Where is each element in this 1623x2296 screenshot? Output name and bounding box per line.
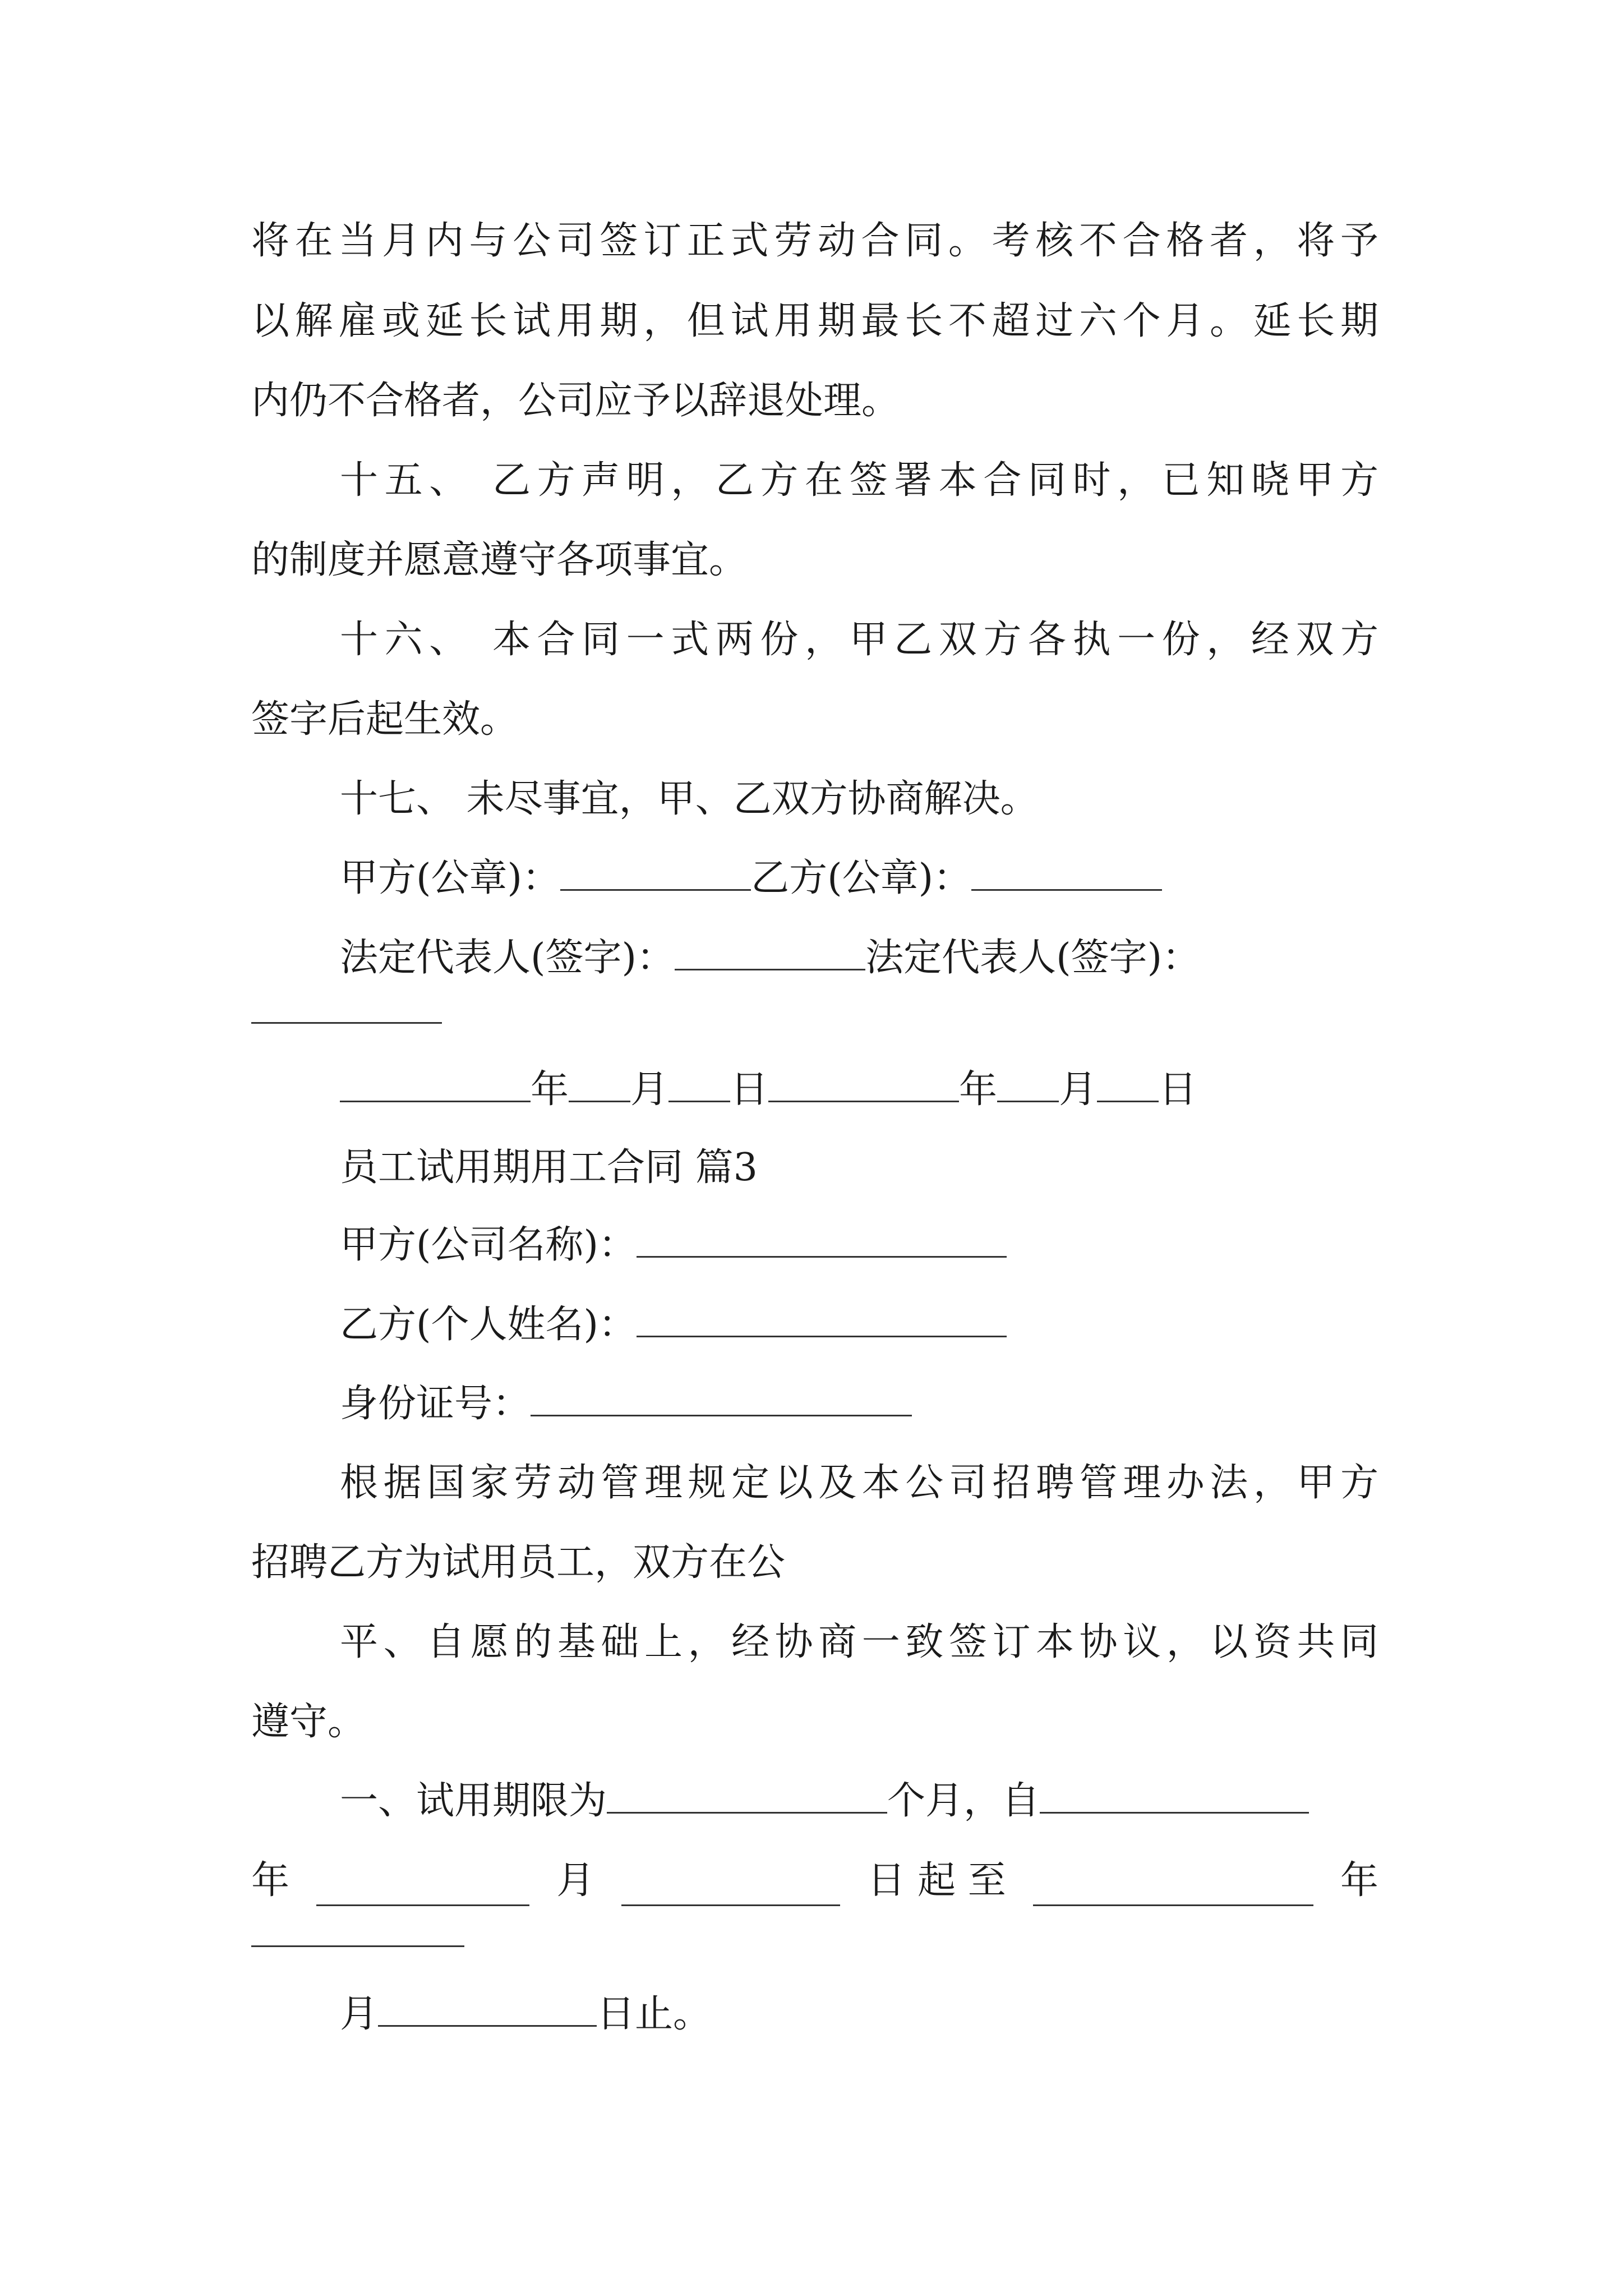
item-1-end-text: 日止。 [597, 1992, 712, 2036]
end-month-blank [251, 1945, 464, 1947]
party-b-seal-label: 乙方(公章)： [751, 856, 972, 900]
start-month-blank [316, 1870, 529, 1906]
date-blank [1097, 1066, 1159, 1102]
company-blank [637, 1221, 1007, 1258]
id-line [340, 1379, 1378, 1429]
year-label: 年 [959, 1068, 998, 1112]
item-1-date-line [251, 1856, 1378, 1906]
party-a-rep-blank [675, 934, 865, 970]
person-label: 乙方(个人姓名)： [340, 1303, 637, 1347]
year-label: 年 [1340, 1858, 1378, 1903]
clause-16-line: 十六、 本合同一式两份，甲乙双方各执一份，经双方 [340, 618, 1378, 662]
intro-line: 招聘乙方为试用员工，双方在公 [251, 1540, 786, 1585]
clause-15-line: 的制度并愿意遵守各项事宜。 [251, 538, 748, 582]
intro-line: 平、自愿的基础上，经协商一致签订本协议，以资共同 [340, 1620, 1378, 1664]
representative-line [340, 933, 1378, 983]
year-label: 年 [251, 1858, 290, 1903]
day-label: 日 [730, 1068, 769, 1112]
clause-15-line: 十五、 乙方声明，乙方在签署本合同时，已知晓甲方 [340, 458, 1378, 503]
intro-line: 遵守。 [251, 1700, 366, 1744]
month-label: 月 [340, 1992, 379, 2036]
date-line [340, 1065, 1378, 1115]
id-label: 身份证号： [340, 1382, 531, 1426]
party-b-rep-label: 法定代表人(签字)： [865, 936, 1201, 980]
date-blank [340, 1066, 531, 1102]
day-label: 日 [1159, 1068, 1197, 1112]
clause-16-line: 签字后起生效。 [251, 697, 519, 742]
from-to-label: 日 起 至 [867, 1858, 1006, 1903]
month-label: 月 [1059, 1068, 1098, 1112]
paragraph-line: 以解雇或延长试用期，但试用期最长不超过六个月。延长期 [251, 299, 1378, 343]
person-blank [637, 1301, 1007, 1337]
party-b-seal-blank [971, 854, 1162, 891]
year-label: 年 [531, 1068, 569, 1112]
party-b-rep-blank [251, 1022, 442, 1024]
party-a-seal-blank [560, 854, 751, 891]
intro-line: 根据国家劳动管理规定以及本公司招聘管理办法，甲方 [340, 1461, 1378, 1505]
date-blank [668, 1066, 730, 1102]
party-a-seal-label: 甲方(公章)： [340, 856, 561, 900]
paragraph-line: 内仍不合格者，公司应予以辞退处理。 [251, 379, 900, 423]
end-year-blank [1033, 1870, 1313, 1906]
company-name-line [340, 1220, 1378, 1271]
start-day-blank [621, 1870, 840, 1906]
date-blank [997, 1066, 1059, 1102]
party-a-rep-label: 法定代表人(签字)： [340, 936, 675, 980]
clause-17-line: 十七、 未尽事宜，甲、乙双方协商解决。 [340, 777, 1039, 821]
paragraph-line: 将在当月内与公司签订正式劳动合同。考核不合格者，将予 [251, 219, 1378, 263]
item-1-text: 个月，自 [887, 1779, 1040, 1823]
date-blank [768, 1066, 959, 1102]
person-name-line [340, 1300, 1378, 1350]
id-blank [531, 1380, 912, 1416]
seal-line [340, 853, 1378, 904]
item-1-end-line [340, 1989, 1378, 2040]
month-label: 月 [556, 1858, 595, 1903]
item-1-text: 一、试用期限为 [340, 1779, 607, 1823]
section-title: 员工试用期用工合同 篇3 [340, 1145, 758, 1190]
months-blank [607, 1777, 887, 1814]
date-blank [569, 1066, 630, 1102]
company-label: 甲方(公司名称)： [340, 1223, 637, 1267]
item-1-line [340, 1776, 1378, 1826]
month-label: 月 [630, 1068, 669, 1112]
start-year-blank [1040, 1777, 1309, 1814]
end-day-blank [378, 1990, 597, 2027]
